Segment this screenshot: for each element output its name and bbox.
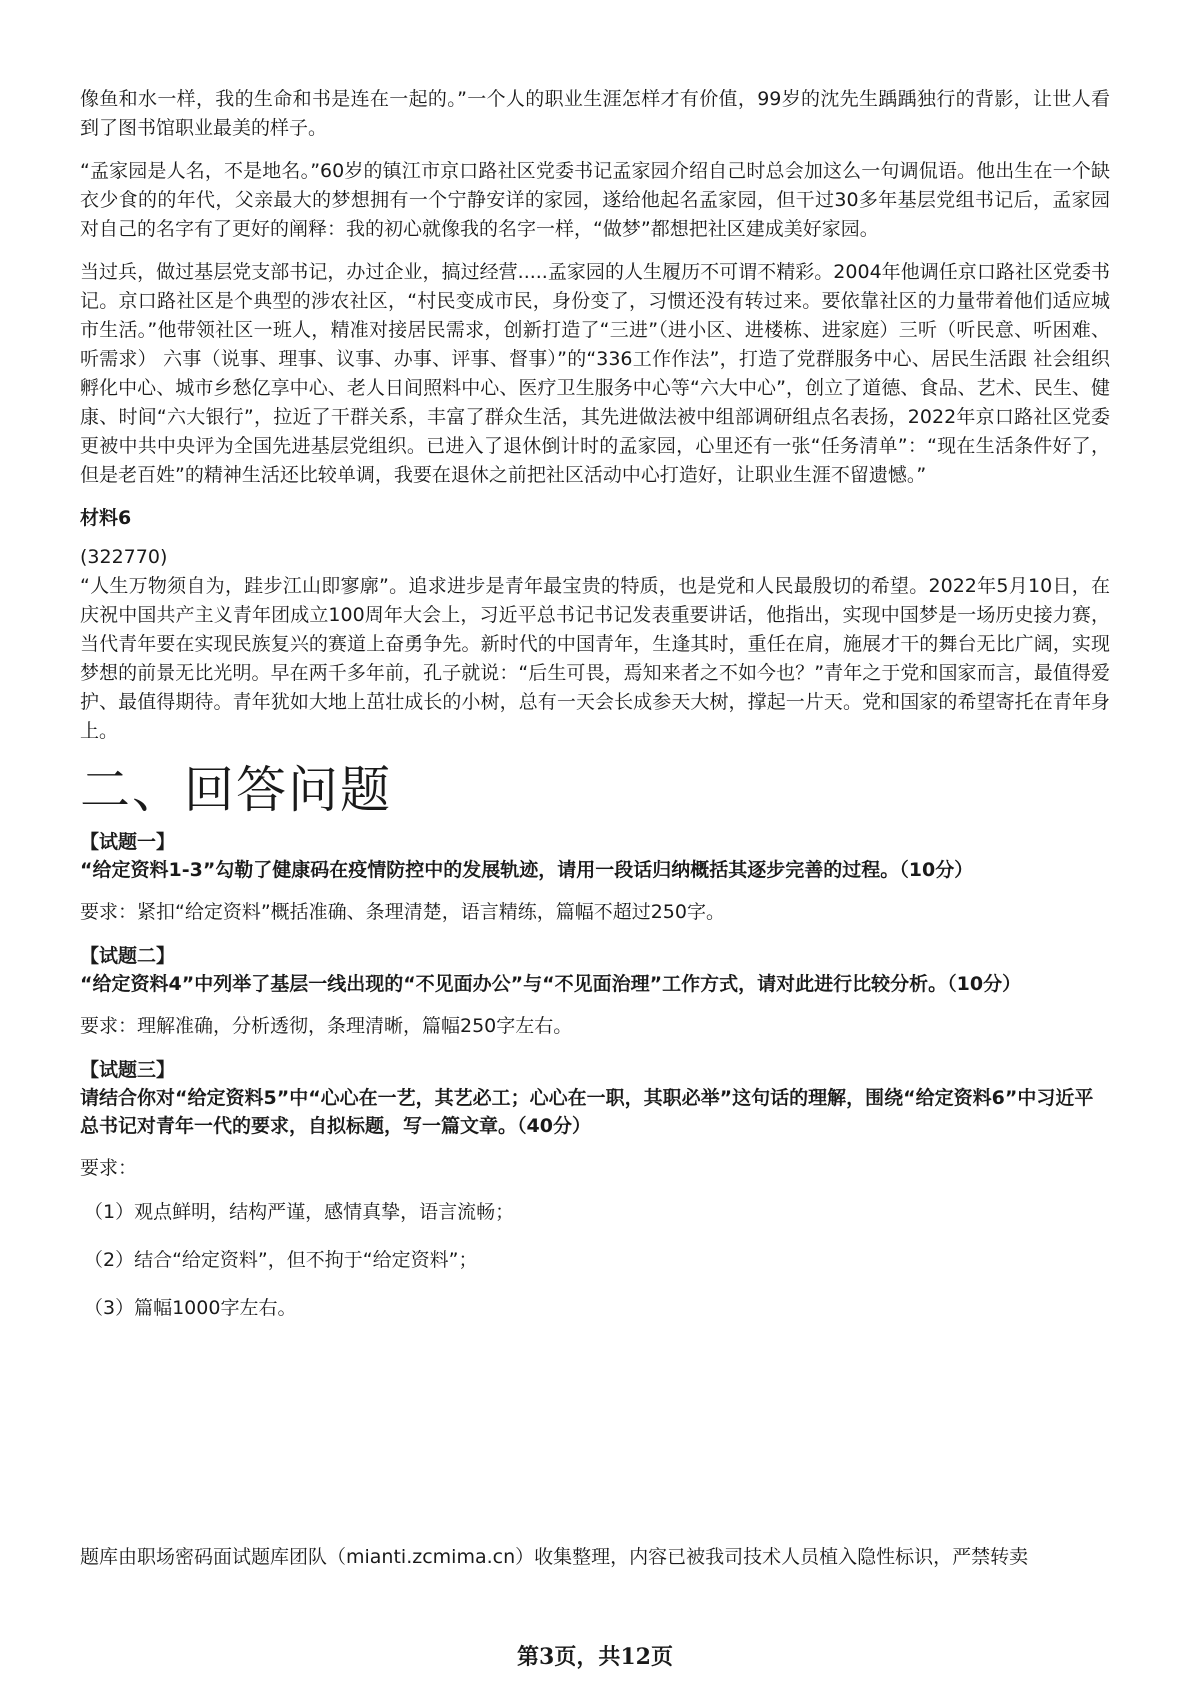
- question-1: [80, 828, 1110, 926]
- paragraph-meng-career: 当过兵，做过基层党支部书记，办过企业，搞过经营.....孟家园的人生履历不可谓不精彩。2004年他调任京口路社区党委书记。京口路社区是个典型的涉农社区，“村民变成市民，身份变了，习惯还没有转过来。要依靠社区的力量带着他们适应城市生活。”他带领社区一班人，精准对接居民需求，创新打造了“三进”（进小区、进楼栋、进家庭）三听（听民意、听困难、听需求） 六事（说事、理事、议事、办事、评事、督事）”的“336工作作法”，打造了党群服务中心、居民生活跟 社会组织孵化中心、城市乡愁亿享中心、老人日间照料中心、医疗卫生服务中心等“六大中心”，创立了道德、食品、艺术、民生、健康、时间“六大银行”，拉近了干群关系，丰富了群众生活，其先进做法被中组部调研组点名表扬，2022年京口路社区党委更被中共中央评为全国先进基层党组织。已进入了退休倒计时的孟家园，心里还有一张“任务清单”：“现在生活条件好了，但是老百姓”的精神生活还比较单调，我要在退休之前把社区活动中心打造好，让职业生涯不留遗憾。”: [80, 261, 1110, 486]
- requirements-item: （2）结合“给定资料”，但不拘于“给定资料”；: [84, 1249, 478, 1271]
- question-label: 【试题二】: [80, 945, 176, 967]
- question-2: [80, 942, 1110, 1040]
- question-requirement: 要求：: [80, 1157, 138, 1179]
- section-title: 二、回答问题: [80, 761, 392, 819]
- paragraph-shen: 像鱼和水一样，我的生命和书是连在一起的。”一个人的职业生涯怎样才有价值，99岁的沈先生踽踽独行的背影，让世人看到了图书馆职业最美的样子。: [80, 88, 1110, 139]
- material-6-text: “人生万物须自为，跬步江山即寥廓”。追求进步是青年最宝贵的特质，也是党和人民最殷切的希望。2022年5月10日，在庆祝中国共产主义青年团成立100周年大会上，习近平总书记书记发表重要讲话，他指出，实现中国梦是一场历史接力赛，当代青年要在实现民族复兴的赛道上奋勇争先。新时代的中国青年，生逢其时，重任在肩，施展才干的舞台无比广阔，实现梦想的前景无比光明。早在两千多年前，孔子就说：“后生可畏，焉知来者之不如今也？”青年之于党和国家而言，最值得爱护、最值得期待。青年犹如大地上茁壮成长的小树，总有一天会长成参天大树，撑起一片天。党和国家的希望寄托在青年身上。: [80, 575, 1110, 742]
- question-requirement: 要求：紧扣“给定资料”概括准确、条理清楚，语言精练，篇幅不超过250字。: [80, 901, 725, 923]
- requirements-item: （3）篇幅1000字左右。: [84, 1297, 297, 1319]
- material-6-title: 材料6: [80, 507, 132, 529]
- material-6-code: (322770): [80, 546, 168, 568]
- question-text: “给定资料4”中列举了基层一线出现的“不见面办公”与“不见面治理”工作方式，请对此进行比较分析。（10分）: [80, 973, 1022, 995]
- page-number: 第3页，共12页: [517, 1644, 673, 1670]
- question-3: [80, 1056, 1110, 1182]
- question-requirement: 要求：理解准确，分析透彻，条理清晰，篇幅250字左右。: [80, 1015, 573, 1037]
- paragraph-meng-intro: “孟家园是人名，不是地名。”60岁的镇江市京口路社区党委书记孟家园介绍自己时总会加这么一句调侃语。他出生在一个缺衣少食的的年代，父亲最大的梦想拥有一个宁静安详的家园，遂给他起名孟家园，但干过30多年基层党组书记后，孟家园对自己的名字有了更好的阐释：我的初心就像我的名字一样，“做梦”都想把社区建成美好家园。: [80, 160, 1110, 240]
- question-label: 【试题一】: [80, 831, 176, 853]
- question-text: “给定资料1-3”勾勒了健康码在疫情防控中的发展轨迹，请用一段话归纳概括其逐步完善的过程。（10分）: [80, 859, 974, 881]
- footer-note: 题库由职场密码面试题库团队（mianti.zcmima.cn）收集整理，内容已被我司技术人员植入隐性标识，严禁转卖: [80, 1546, 1029, 1568]
- question-text: 请结合你对“给定资料5”中“心心在一艺，其艺必工；心心在一职，其职必举”这句话的理解，围绕“给定资料6”中习近平总书记对青年一代的要求，自拟标题，写一篇文章。（40分）: [80, 1087, 1094, 1137]
- question-label: 【试题三】: [80, 1059, 176, 1081]
- requirements-item: （1）观点鲜明，结构严谨，感情真挚，语言流畅；: [84, 1201, 515, 1223]
